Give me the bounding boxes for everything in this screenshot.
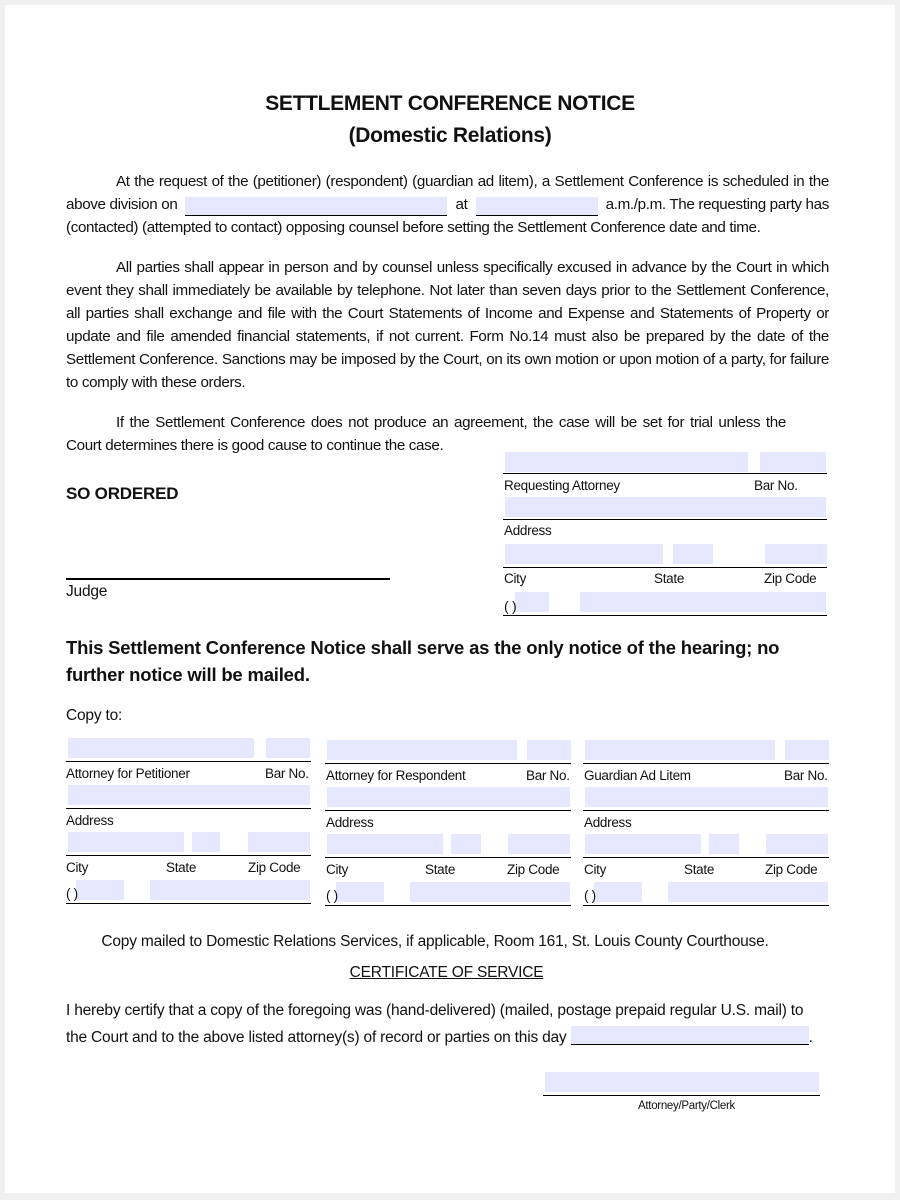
respondent-zip-field[interactable] xyxy=(508,834,570,854)
paragraph-request-line1: At the request of the (petitioner) (respondent) (guardian ad litem), a Settlement Conference is scheduled in the xyxy=(116,173,829,190)
respondent-phone-field[interactable] xyxy=(410,882,570,902)
petitioner-city-field[interactable] xyxy=(68,832,184,852)
service-date-field[interactable] xyxy=(571,1026,809,1045)
certificate-line2-text: the Court and to the above listed attorney(s) of record or parties on this day xyxy=(66,1029,567,1046)
petitioner-role-label: Attorney for Petitioner xyxy=(66,766,190,781)
copy-mailed-text: Copy mailed to Domestic Relations Services, if applicable, Room 161, St. Louis County Courthouse. xyxy=(101,933,769,950)
guardian-bar-no-label: Bar No. xyxy=(784,768,828,783)
requesting-state-field[interactable] xyxy=(673,544,713,564)
respondent-city-line xyxy=(325,857,571,858)
guardian-bar-no-field[interactable] xyxy=(785,740,829,760)
respondent-bar-no-field[interactable] xyxy=(527,740,571,760)
guardian-zip-label: Zip Code xyxy=(765,862,818,877)
respondent-city-label: City xyxy=(326,862,349,877)
requesting-bar-no-label: Bar No. xyxy=(754,478,798,493)
phone-line xyxy=(503,615,827,616)
paragraph-request-line3: (contacted) (attempted to contact) opposing counsel before setting the Settlement Conference date and time. xyxy=(66,219,761,236)
petitioner-zip-label: Zip Code xyxy=(248,860,301,875)
guardian-zip-field[interactable] xyxy=(766,834,828,854)
certificate-period: . xyxy=(808,1029,813,1046)
requesting-phone-field[interactable] xyxy=(580,592,826,612)
guardian-city-field[interactable] xyxy=(585,834,701,854)
attorney-party-clerk-line xyxy=(543,1095,820,1096)
respondent-address-label: Address xyxy=(326,815,374,830)
certificate-line1: I hereby certify that a copy of the foregoing was (hand-delivered) (mailed, postage prepaid regular U.S. mail) to xyxy=(66,1002,804,1019)
petitioner-zip-field[interactable] xyxy=(248,832,310,852)
respondent-city-field[interactable] xyxy=(327,834,443,854)
requesting-state-label: State xyxy=(654,571,685,586)
petitioner-phone-field[interactable] xyxy=(150,880,310,900)
guardian-state-field[interactable] xyxy=(709,834,739,854)
judge-label: Judge xyxy=(66,583,108,600)
certificate-title: CERTIFICATE OF SERVICE xyxy=(349,964,544,981)
requesting-phone-paren: ( ) xyxy=(504,598,517,614)
respondent-name-line xyxy=(325,763,571,764)
requesting-zip-label: Zip Code xyxy=(764,571,817,586)
petitioner-area-code-field[interactable] xyxy=(76,880,124,900)
guardian-address-field[interactable] xyxy=(585,787,828,807)
petitioner-city-line xyxy=(66,855,311,856)
attorney-party-clerk-label: Attorney/Party/Clerk xyxy=(638,1100,735,1112)
petitioner-state-label: State xyxy=(166,860,197,875)
certificate-line2 xyxy=(66,1026,813,1047)
petitioner-name-line xyxy=(66,761,311,762)
paragraph-request xyxy=(66,170,829,239)
respondent-state-field[interactable] xyxy=(451,834,481,854)
paragraph-request-line2b: at xyxy=(455,196,468,213)
respondent-zip-label: Zip Code xyxy=(507,862,560,877)
notice-text: This Settlement Conference Notice shall serve as the only notice of the hearing; no further notice will be mailed. xyxy=(66,637,780,685)
petitioner-phone-paren: ( ) xyxy=(66,886,78,901)
respondent-phone-line xyxy=(325,905,571,906)
guardian-city-line xyxy=(583,857,829,858)
so-ordered-label: SO ORDERED xyxy=(66,484,179,503)
attorney-party-clerk-signature-field[interactable] xyxy=(545,1072,819,1092)
guardian-area-code-field[interactable] xyxy=(594,882,642,902)
petitioner-address-field[interactable] xyxy=(68,785,310,805)
address-line xyxy=(503,519,827,520)
requesting-city-label: City xyxy=(504,571,527,586)
respondent-state-label: State xyxy=(425,862,456,877)
guardian-city-label: City xyxy=(584,862,607,877)
respondent-address-field[interactable] xyxy=(327,787,570,807)
respondent-role-label: Attorney for Respondent xyxy=(326,768,466,783)
respondent-attorney-field[interactable] xyxy=(327,740,517,760)
guardian-name-line xyxy=(583,763,829,764)
requesting-attorney-field[interactable] xyxy=(505,452,748,472)
respondent-area-code-field[interactable] xyxy=(336,882,384,902)
city-line xyxy=(503,567,827,568)
requesting-area-code-field[interactable] xyxy=(515,592,549,612)
document-subtitle: (Domestic Relations) xyxy=(348,124,552,147)
guardian-phone-field[interactable] xyxy=(668,882,828,902)
conference-time-field[interactable] xyxy=(476,197,598,216)
petitioner-bar-no-field[interactable] xyxy=(266,738,310,758)
requesting-zip-field[interactable] xyxy=(765,544,827,564)
requesting-address-label: Address xyxy=(504,523,552,538)
petitioner-state-field[interactable] xyxy=(192,832,220,852)
paragraph-request-line2a: above division on xyxy=(66,196,178,213)
guardian-address-label: Address xyxy=(584,815,632,830)
guardian-phone-line xyxy=(583,905,829,906)
respondent-bar-no-label: Bar No. xyxy=(526,768,570,783)
guardian-name-field[interactable] xyxy=(585,740,775,760)
guardian-phone-paren: ( ) xyxy=(584,888,596,903)
petitioner-city-label: City xyxy=(66,860,89,875)
judge-signature-line xyxy=(66,578,390,580)
petitioner-bar-no-label: Bar No. xyxy=(265,766,309,781)
petitioner-address-line xyxy=(66,808,311,809)
requesting-address-field[interactable] xyxy=(505,497,826,517)
requesting-bar-no-field[interactable] xyxy=(760,452,826,472)
petitioner-address-label: Address xyxy=(66,813,114,828)
guardian-role-label: Guardian Ad Litem xyxy=(584,768,691,783)
petitioner-phone-line xyxy=(66,903,311,904)
paragraph-request-line2c: a.m./p.m. The requesting party has xyxy=(605,196,829,213)
requesting-city-field[interactable] xyxy=(505,544,663,564)
petitioner-attorney-field[interactable] xyxy=(68,738,254,758)
paragraph-trial: If the Settlement Conference does not produce an agreement, the case will be set for trial unless the Court determines there is good cause to continue the case. xyxy=(66,414,786,454)
guardian-state-label: State xyxy=(684,862,715,877)
respondent-address-line xyxy=(325,810,571,811)
requesting-attorney-label: Requesting Attorney xyxy=(504,478,620,493)
guardian-address-line xyxy=(583,810,829,811)
respondent-phone-paren: ( ) xyxy=(326,888,338,903)
document-title: SETTLEMENT CONFERENCE NOTICE xyxy=(265,92,635,115)
paragraph-appearance: All parties shall appear in person and by counsel unless specifically excused in advance by the Court in which event they shall immediately be available by telephone. Not later than seven days prior to the Settlement Conference, all parties shall exchange and file with the Court Statements of Income and Expense and Statements of Property or update and file amended financial statements, if not current. Form No.14 must also be prepared by the date of the Settlement Conference. Sanctions may be imposed by the Court, on its own motion or upon motion of a party, for failure to comply with these orders. xyxy=(66,259,829,391)
copy-to-label: Copy to: xyxy=(66,707,123,724)
conference-date-field[interactable] xyxy=(185,197,447,216)
signature-line xyxy=(503,473,827,474)
